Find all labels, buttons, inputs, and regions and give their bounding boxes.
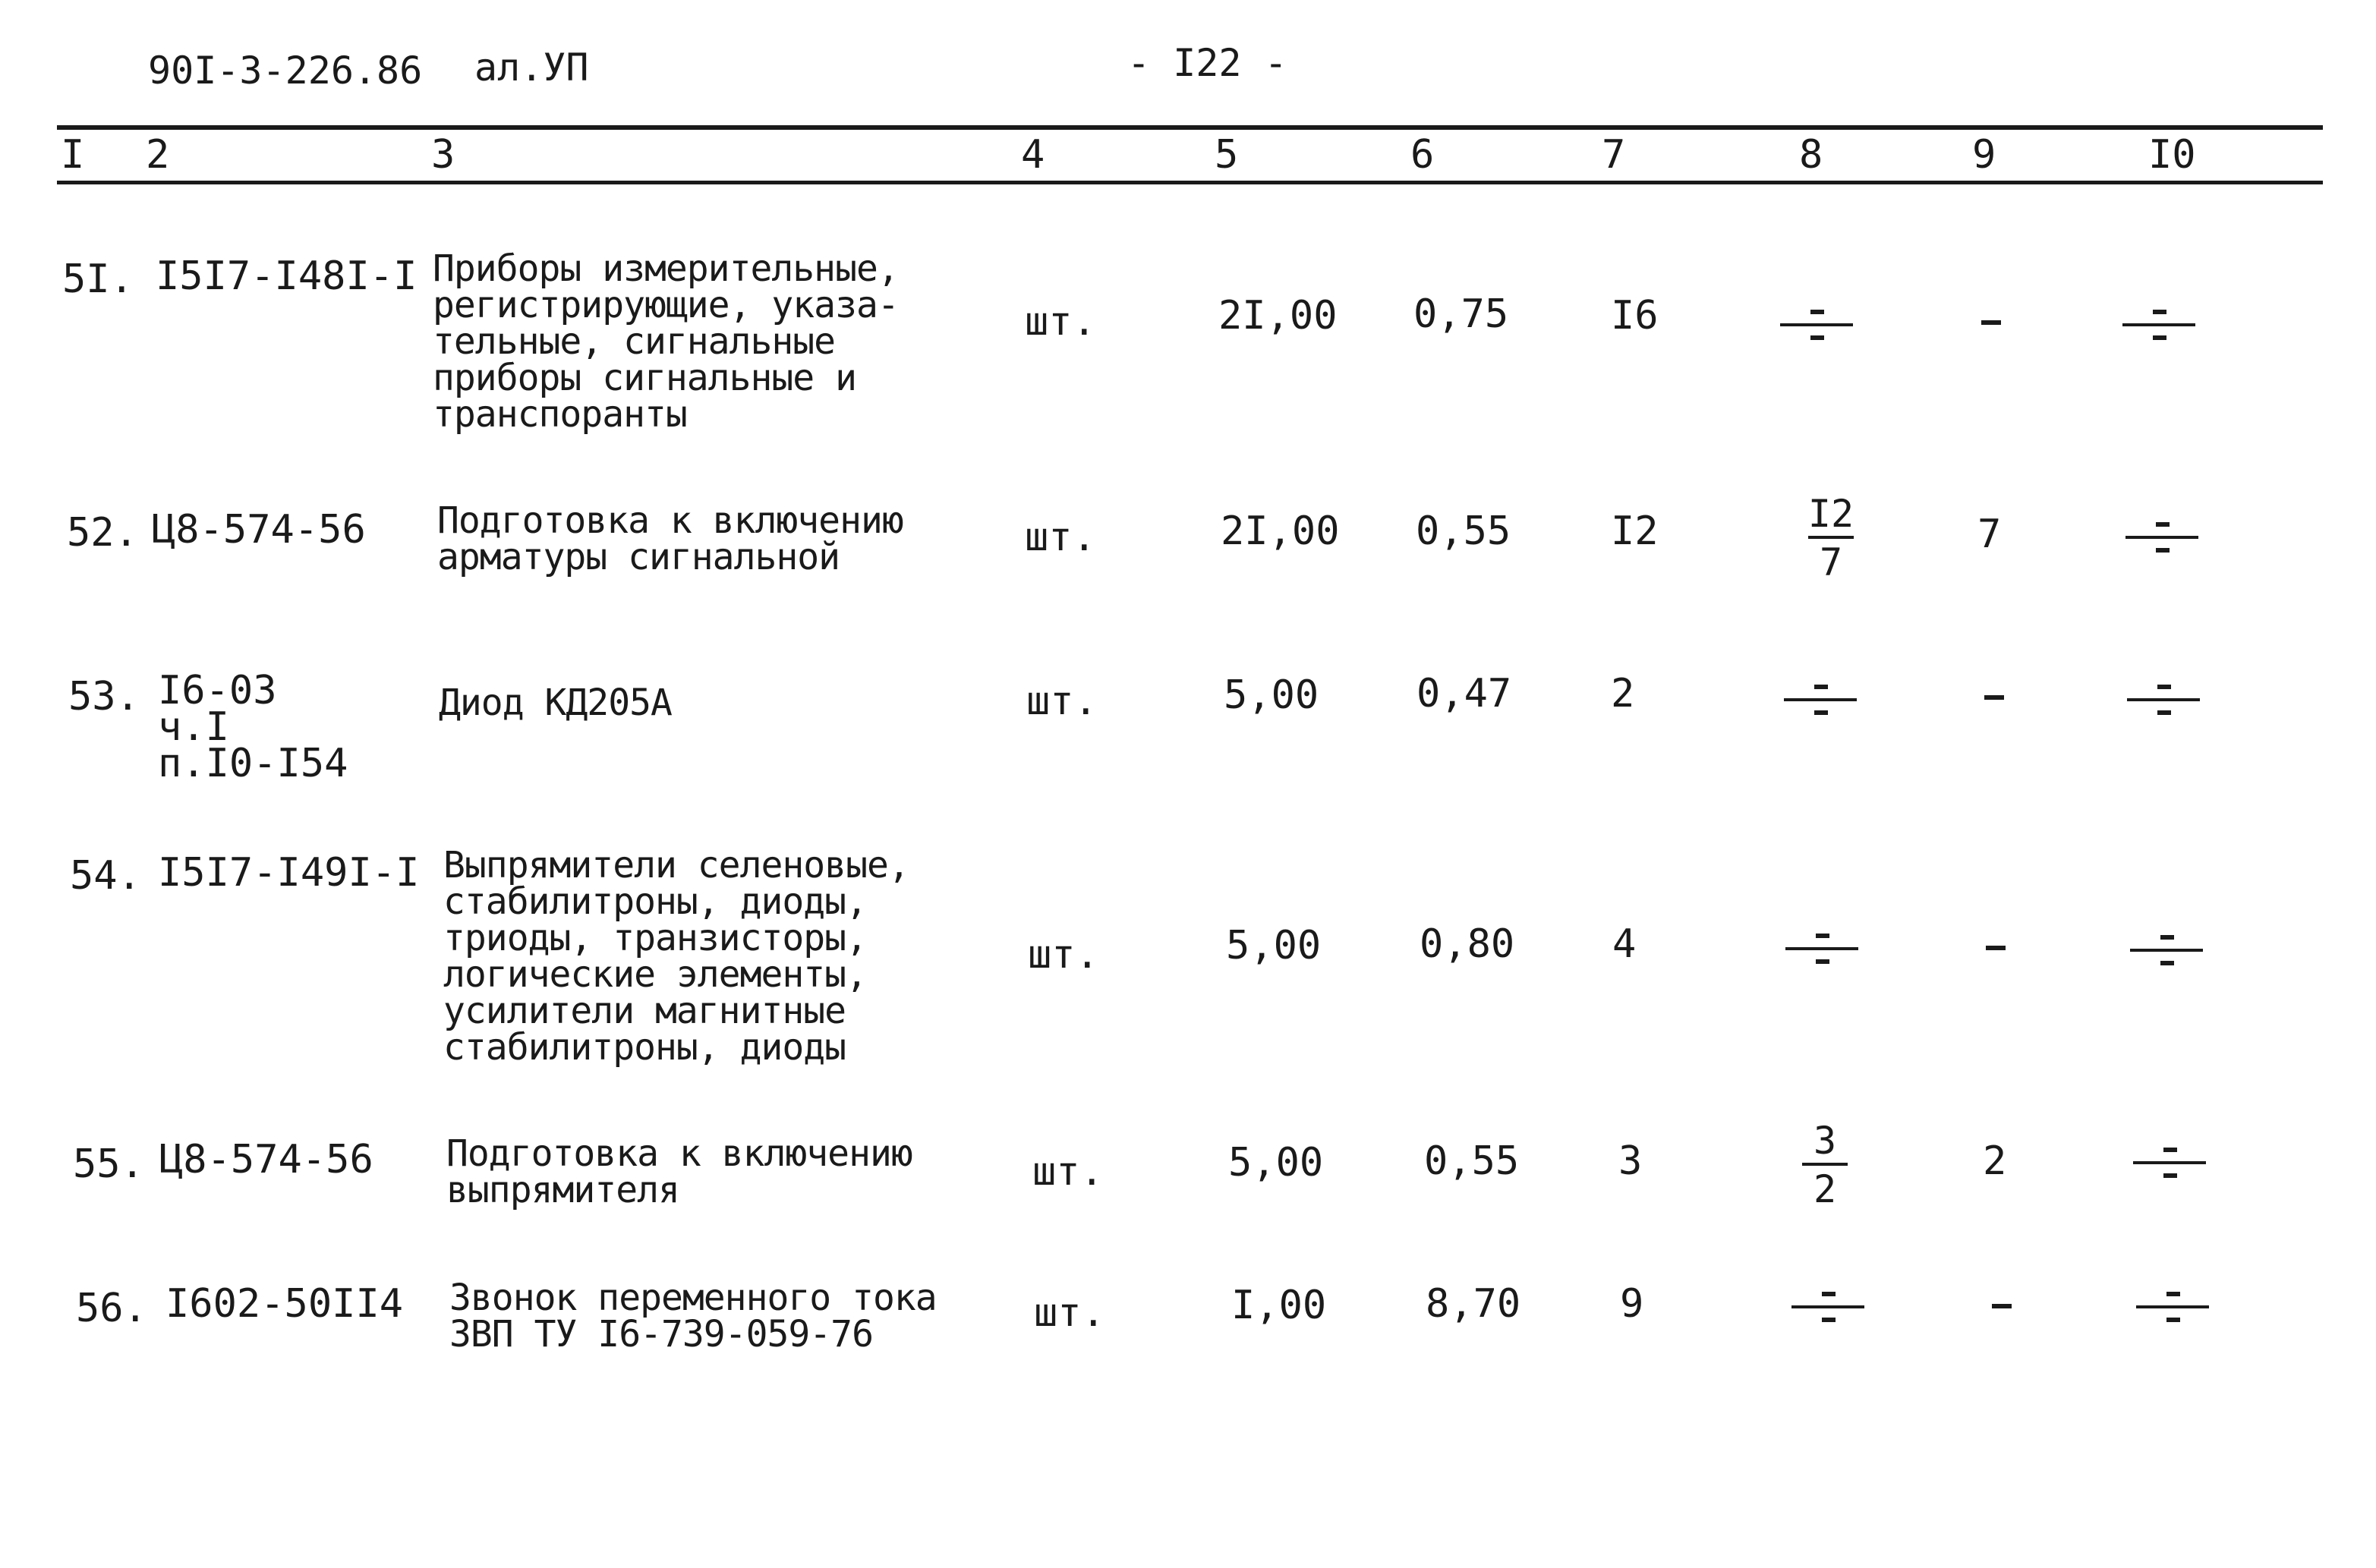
unit: шт. [1025,515,1096,560]
item-description: Приборы измерительные, регистрирующие, указа- тельные, сигнальные приборы сигнальные и транспоранты [433,247,899,436]
norm-code: I602-50II4 [165,1281,404,1327]
quantity: 5,00 [1228,1140,1324,1185]
column-7-value: 9 [1620,1281,1644,1327]
unit: шт. [1032,1149,1104,1195]
unit: шт. [1026,679,1098,724]
norm-code: I5I7-I48I-I [156,253,418,299]
unit: шт. [1025,299,1096,345]
album-label: ал.УП [474,46,589,90]
divide-mark [1784,677,1857,723]
column-number-7: 7 [1602,132,1626,178]
dash-mark [1981,320,2001,325]
column-number-10: I0 [2148,132,2196,178]
column-header-rule [57,181,2323,184]
column-number-8: 8 [1799,132,1823,178]
rate: 0,55 [1424,1138,1520,1184]
row-number: 54. [70,853,141,899]
norm-code: Ц8-574-56 [159,1137,373,1182]
quantity: 2I,00 [1218,293,1338,338]
column-number-5: 5 [1215,132,1239,178]
column-number-6: 6 [1410,132,1435,178]
item-description: Подготовка к включению выпрямителя [446,1132,912,1211]
document-code: 90I-3-226.86 [148,49,423,93]
column-7-value: 4 [1612,921,1637,967]
column-number-2: 2 [146,132,170,178]
divide-mark [1780,302,1853,348]
unit: шт. [1028,932,1099,978]
row-number: 55. [73,1141,144,1187]
divide-mark [2122,302,2195,348]
rate: 0,47 [1416,671,1512,716]
item-description: Выпрямители селеновые, стабилитроны, диоды, триоды, транзисторы, логические элементы, усилители магнитные стабилитроны, диоды [443,844,909,1069]
norm-code: I5I7-I49I-I [158,850,420,896]
row-number: 56. [76,1286,147,1331]
row-number: 5I. [62,257,134,302]
column-number-9: 9 [1972,132,1996,178]
page-number: - I22 - [1127,41,1287,85]
rate: 0,55 [1416,508,1511,554]
column-number-4: 4 [1021,132,1045,178]
divide-mark [2133,1140,2206,1185]
column-number-3: 3 [431,132,455,178]
dash-mark [1992,1304,2012,1308]
divide-mark [2130,927,2203,973]
quantity: 5,00 [1226,923,1322,968]
item-description: Подготовка к включению арматуры сигнальной [437,499,903,578]
fraction-value: 3 2 [1795,1122,1855,1208]
divide-mark [1791,1284,1864,1330]
column-9-value: 7 [1977,512,2002,557]
row-number: 52. [67,510,138,556]
divide-mark [2136,1284,2209,1330]
item-description: Диод КД205А [439,682,672,724]
quantity: I,00 [1231,1283,1327,1328]
rate: 0,75 [1413,291,1509,337]
row-number: 53. [68,674,140,719]
item-description: Звонок переменного тока ЗВП ТУ I6-739-059-76 [449,1277,937,1355]
table-top-rule [57,125,2323,130]
unit: шт. [1034,1290,1105,1336]
divide-mark [2127,677,2200,723]
dash-mark [1984,695,2004,700]
divide-mark [1785,926,1858,971]
divide-mark [2125,515,2198,560]
quantity: 2I,00 [1221,508,1340,554]
column-7-value: 2 [1611,671,1635,716]
column-7-value: 3 [1618,1138,1643,1184]
fraction-value: I2 7 [1807,492,1854,584]
column-7-value: I6 [1611,293,1659,338]
norm-code: Ц8-574-56 [152,507,366,553]
norm-code: I6-03 ч.I п.I0-I54 [158,668,348,786]
rate: 0,80 [1420,921,1515,967]
rate: 8,70 [1426,1281,1521,1327]
dash-mark [1986,946,2006,950]
column-number-1: I [61,132,85,178]
column-7-value: I2 [1611,508,1659,554]
quantity: 5,00 [1224,672,1319,718]
column-9-value: 2 [1983,1138,2007,1184]
